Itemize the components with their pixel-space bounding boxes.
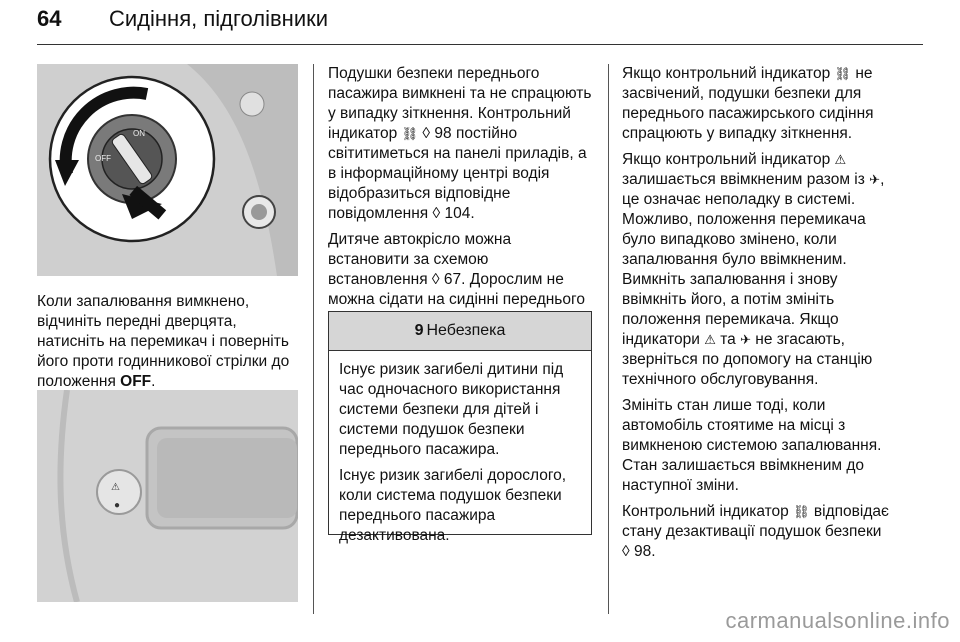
airbag-warning-icon: ⚠ <box>704 332 716 347</box>
text-segment: Дитяче автокрісло можна встановити за схемою встановлення <box>328 231 512 288</box>
column-divider-1 <box>313 64 314 614</box>
left-column-text <box>37 292 299 398</box>
airbag-off-icon: ⛓ <box>793 504 810 519</box>
glovebox-illustration <box>37 390 298 602</box>
text-segment: 98. <box>629 543 656 560</box>
reference-icon[interactable]: ◊ <box>422 125 431 142</box>
text-segment: 98 постійно світитиметься на панелі приладів, а в інформаційному центрі водія відобразиться відповідне повідомлення <box>328 125 587 222</box>
indicator-state-paragraph <box>622 502 892 562</box>
text-segment: не згасають, зверніться по допомогу на станцію технічного обслуговування. <box>622 331 873 388</box>
airbag-deactivated-paragraph <box>328 64 592 224</box>
airbag-icon: ✈ <box>740 332 751 347</box>
header-rule <box>37 44 923 45</box>
text-segment: , це означає неполадку в системі. Можливо, положення перемикача було випадково змінено, коли запалювання було ввімкненим. Вимкніть запалювання і знову ввімкніть його, а потім змініть положення перемикача. Якщо індикатори <box>622 171 885 348</box>
page-number: 64 <box>37 6 62 31</box>
off-position-label: OFF <box>120 373 152 390</box>
warning-header <box>329 312 591 351</box>
text-segment: Контрольний індикатор <box>622 503 794 520</box>
text-segment: Якщо контрольний індикатор <box>622 151 835 168</box>
page-header <box>37 6 329 32</box>
airbag-indicator-icon: ● <box>114 500 121 511</box>
airbag-warning-icon: ⚠ <box>834 152 847 167</box>
reference-icon[interactable]: ◊ <box>622 543 630 560</box>
switch-off-label: OFF <box>95 154 111 163</box>
indicator-off-paragraph <box>622 64 892 144</box>
text-segment: 67. Дорослим не можна сідати на сидінні переднього <box>328 271 585 308</box>
page-title: Сидіння, підголівники <box>109 6 329 31</box>
figure-airbag-switch <box>37 64 298 276</box>
text-segment: відповідає стану дезактивації подушок безпеки <box>622 503 889 540</box>
text-segment: не засвічений, подушки безпеки для переднього пасажирського сидіння спрацюють у випадку зіткнення. <box>622 65 874 142</box>
text-segment: 104. <box>440 205 475 222</box>
warning-paragraph-2: Існує ризик загибелі дорослого, коли система подушок безпеки переднього пасажира дезактивована. <box>339 467 567 544</box>
right-column-text <box>622 64 892 568</box>
text-segment: залишається ввімкненим разом із <box>622 171 870 188</box>
airbag-icon: ✈ <box>869 172 881 187</box>
text-segment: та <box>715 331 741 348</box>
instruction-paragraph <box>37 292 299 392</box>
column-divider-2 <box>608 64 609 614</box>
switch-on-label: ON <box>133 129 145 138</box>
danger-warning-box <box>328 311 592 544</box>
airbag-switch-illustration <box>37 64 298 276</box>
text-segment: Якщо контрольний індикатор <box>622 65 835 82</box>
reference-icon[interactable]: ◊ <box>432 205 441 222</box>
figure-glovebox-panel <box>37 390 298 602</box>
middle-column-text <box>328 64 592 336</box>
airbag-off-icon: ⛓ <box>834 66 852 81</box>
watermark: carmanualsonline.info <box>725 608 950 633</box>
text-segment: Подушки безпеки переднього пасажира вимкнені та не спрацюють у випадку зіткнення. Контрольний індикатор <box>328 65 592 142</box>
airbag-off-icon: ⛓ <box>401 126 419 141</box>
instruction-text: Коли запалювання вимкнено, відчиніть передні дверцята, натисніть на перемикач і поверніть його проти годинникової стрілки до положення <box>37 293 290 390</box>
warning-title: Небезпека <box>426 322 506 339</box>
state-change-paragraph: Змініть стан лише тоді, коли автомобіль стоятиме на місці з вимкненою системою запалювання. Стан залишається ввімкненим до наступної зміни. <box>622 397 882 494</box>
airbag-off-indicator-icon: ⚠ <box>111 482 120 493</box>
warning-paragraph-1: Існує ризик загибелі дитини під час одночасного використання системи безпеки для дітей і системи подушок безпеки переднього пасажира. <box>339 361 564 458</box>
reference-icon[interactable]: ◊ <box>431 271 440 288</box>
warning-icon: 9 <box>414 322 424 339</box>
instruction-end: . <box>151 373 156 390</box>
warning-body <box>329 351 591 546</box>
malfunction-paragraph <box>622 150 892 390</box>
